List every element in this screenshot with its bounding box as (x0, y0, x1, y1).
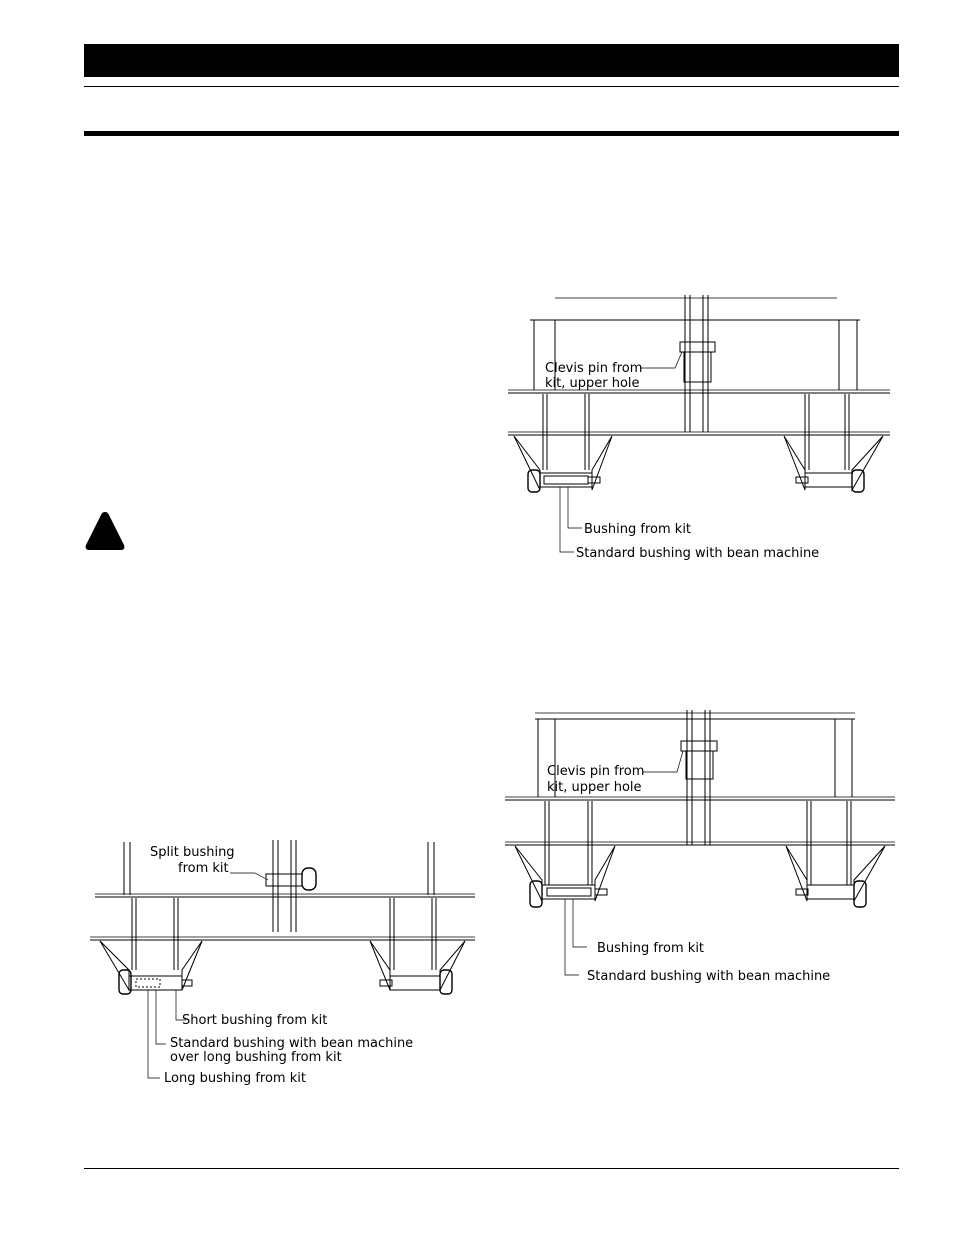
long-bushing-label: Long bushing from kit (164, 1071, 306, 1086)
standard-bushing-label: Standard bushing with bean machine (576, 546, 820, 561)
standard-bushing-label: Standard bushing with bean machine (170, 1036, 414, 1051)
header-bar (84, 44, 899, 77)
section-rule (84, 131, 899, 136)
header-rule (84, 86, 899, 87)
warning-triangle-icon (84, 510, 126, 552)
split-bushing-label-2: from kit (178, 861, 229, 876)
clevis-pin-label: Clevis pin from (545, 361, 643, 376)
figure-bottom-right (505, 705, 905, 995)
clevis-pin-label: Clevis pin from (547, 764, 645, 779)
figure-bottom-left (90, 840, 470, 1100)
bushing-from-kit-label: Bushing from kit (584, 522, 692, 537)
footer-rule (84, 1168, 899, 1169)
clevis-pin-label-2: kit, upper hole (547, 780, 642, 795)
split-bushing-label: Split bushing (150, 845, 235, 860)
clevis-pin-label-2: kit, upper hole (545, 376, 640, 391)
standard-bushing-label: Standard bushing with bean machine (587, 969, 831, 984)
standard-bushing-label-2: over long bushing from kit (170, 1050, 342, 1065)
bushing-from-kit-label: Bushing from kit (597, 941, 705, 956)
figure-top-right (500, 290, 900, 580)
short-bushing-label: Short bushing from kit (182, 1013, 328, 1028)
